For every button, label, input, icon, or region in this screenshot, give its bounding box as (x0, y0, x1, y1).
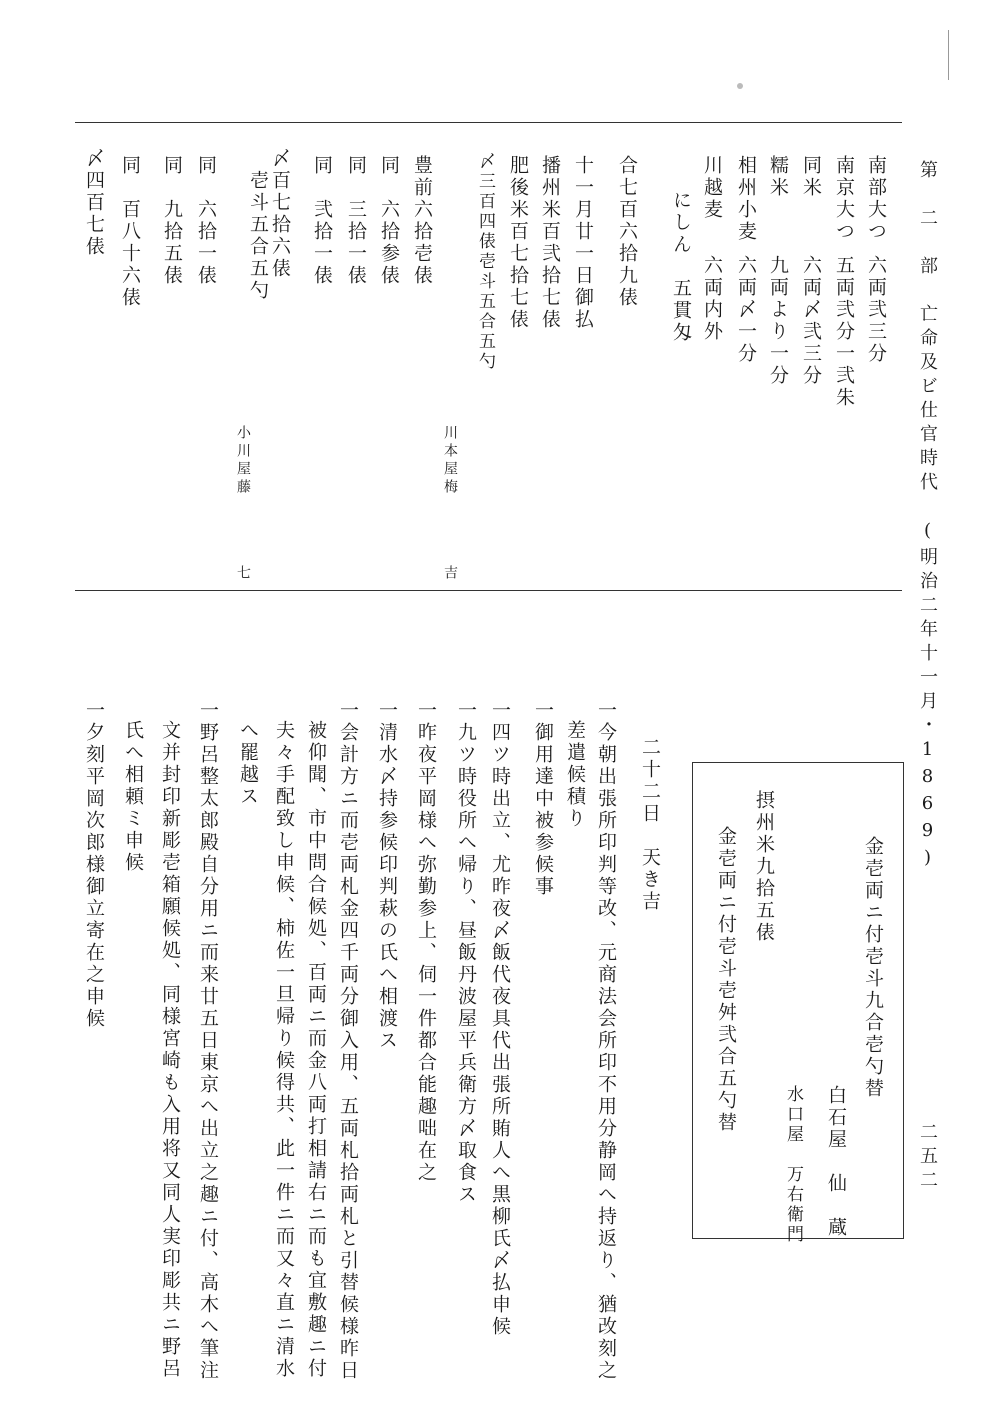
row-item: 〆四百七俵 (83, 148, 105, 258)
box-line: 白石屋 仙 蔵 (825, 1085, 847, 1239)
box-line: 水口屋 万右衛門 (783, 1085, 803, 1245)
top-rule (75, 122, 902, 123)
row-item: 同 三拾一俵 (345, 155, 367, 287)
diary-entry: へ罷越ス (237, 720, 259, 808)
box-line: 金壱両ニ付壱斗九合壱勺替 (862, 836, 884, 1100)
row-item: 合七百六拾九俵 (616, 155, 638, 309)
middle-rule (75, 590, 902, 591)
diary-entry: 一清水〆持参候印判萩の氏へ相渡ス (376, 700, 398, 1052)
buyer-name: 小川屋藤 (235, 425, 251, 497)
row-item: 相州小麦 (735, 155, 757, 243)
diary-entry: 一御用達中被参候事 (532, 700, 554, 898)
diary-entry: 被仰聞、市中問合候処、百両ニ而金八両打相請右ニ而も宜敷趣ニ付 (305, 720, 327, 1380)
diary-entry: 氏へ相頼ミ申候 (122, 720, 144, 874)
diary-entry: 一四ツ時出立、尤昨夜〆飯代夜具代出張所賄人へ黒柳氏〆払申候 (489, 700, 511, 1338)
price-value: 五両弐分一弐朱 (833, 255, 855, 409)
row-item: 壱斗五合五勺 (247, 170, 269, 302)
diary-entry: 一野呂整太郎殿自分用ニ而来廿五日東京へ出立之趣ニ付、高木へ筆注 (197, 700, 219, 1382)
price-value: 六両内外 (701, 255, 723, 343)
row-item: 南京大つ (833, 155, 855, 243)
box-line: 金壱両ニ付壱斗壱舛弐合五勺替 (715, 826, 737, 1134)
diary-entry: 文并封印新彫壱箱願候処、同様宮崎も入用将又同人実印彫共ニ野呂 (159, 720, 181, 1380)
row-item: 南部大つ (865, 155, 887, 243)
row-item: 肥後米百七拾七俵 (507, 155, 529, 331)
page-number: 二五二 (917, 1122, 938, 1194)
row-item: 〆三百四俵壱斗五合五勺 (475, 152, 495, 372)
price-value: 六両〆弐三分 (800, 255, 822, 387)
running-header: 第 二 部 亡命及ビ仕官時代 (明治二年十一月・1869) (917, 160, 938, 874)
row-item: 〆百七拾六俵 (269, 148, 291, 280)
buyer-name-suffix: 七 (235, 565, 251, 583)
row-item: 川越麦 (701, 155, 723, 221)
diary-entry: 夫々手配致し申候、柿佐一旦帰り候得共、此一件ニ而又々直ニ清水 (273, 720, 295, 1380)
row-item: 豊前六拾壱俵 (411, 155, 433, 287)
diary-entry: 一九ツ時役所へ帰り、昼飯丹波屋平兵衛方〆取食ス (455, 700, 477, 1206)
buyer-name-suffix: 吉 (442, 565, 458, 583)
row-item: 同 九拾五俵 (161, 155, 183, 287)
row-item: 同 百八十六俵 (119, 155, 141, 309)
row-item: にしん (670, 190, 692, 256)
price-value: 六両〆一分 (735, 255, 757, 365)
entry-date: 二十二日 天き吉 (639, 737, 661, 913)
row-item: 糯米 (767, 155, 789, 199)
price-value: 九両より一分 (767, 255, 789, 387)
scan-spot (737, 83, 743, 89)
box-line: 摂州米九拾五俵 (753, 790, 775, 944)
row-item: 同 六拾参俵 (378, 155, 400, 287)
row-item: 同米 (800, 155, 822, 199)
buyer-name: 川本屋梅 (442, 425, 458, 497)
row-item: 十一月廿一日御払 (572, 155, 594, 331)
diary-entry: 一夕刻平岡次郎様御立寄在之申候 (83, 700, 105, 1030)
diary-entry: 一今朝出張所印判等改、元商法会所印不用分静岡へ持返り、猶改刻之 (595, 700, 617, 1382)
row-item: 同 弐拾一俵 (311, 155, 333, 287)
row-item: 同 六拾一俵 (195, 155, 217, 287)
diary-entry: 一昨夜平岡様へ弥勤参上、伺一件都合能趣咄在之 (415, 700, 437, 1184)
diary-entry: 一会計方ニ而壱両札金四千両分御入用、五両札拾両札と引替候様昨日 (337, 700, 359, 1382)
scan-corner-mark (948, 30, 949, 80)
price-value: 六両弐三分 (865, 255, 887, 365)
row-item: 播州米百弐拾七俵 (539, 155, 561, 331)
diary-entry: 差遣候積り (564, 720, 586, 830)
price-value: 五貫匁 (670, 278, 692, 344)
